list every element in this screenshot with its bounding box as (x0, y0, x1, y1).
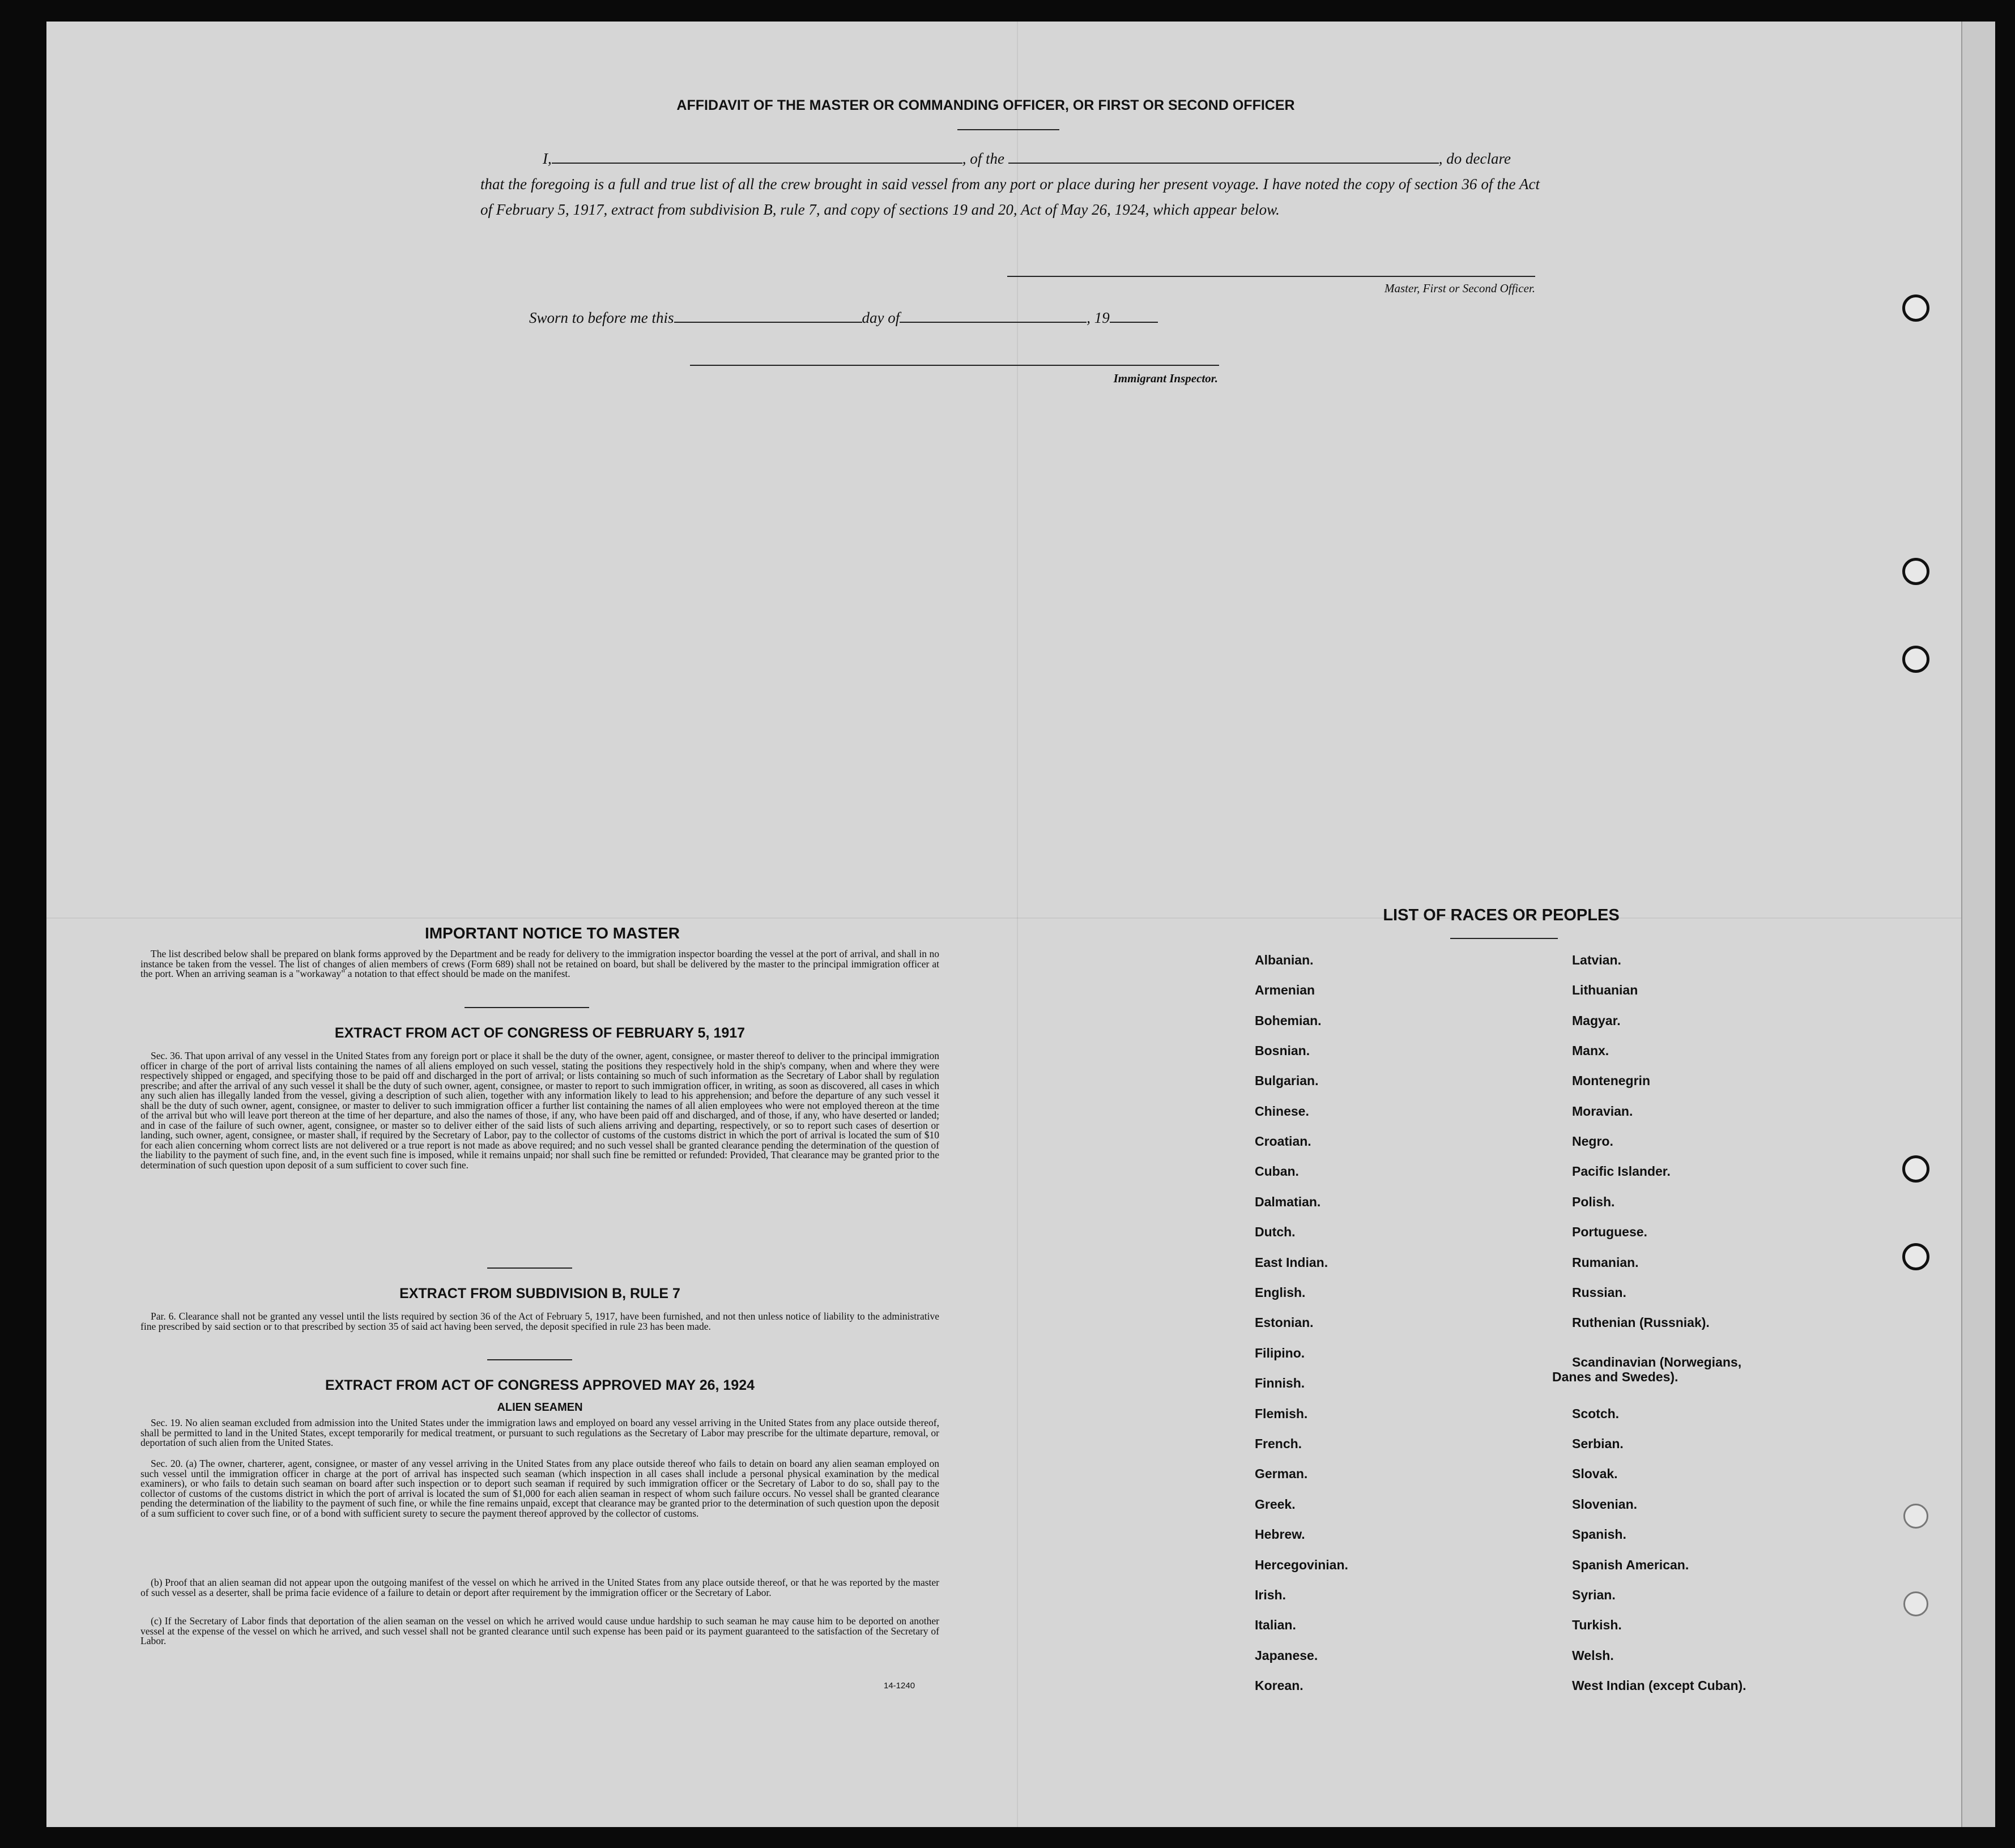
sworn-dayof-label: day of (862, 309, 900, 326)
binding-hole-icon (1902, 558, 1929, 585)
race-item: English. (1255, 1285, 1306, 1300)
sworn-year-label: , 19 (1087, 309, 1110, 326)
affidavit-line1-start: I, (543, 150, 552, 167)
race-item: Polish. (1572, 1194, 1615, 1209)
affidavit-line1-end: , do declare (1438, 150, 1511, 167)
affidavit-line1-mid: , of the (962, 150, 1004, 167)
alien-seamen-subtitle: ALIEN SEAMEN (497, 1401, 583, 1414)
race-item: West Indian (except Cuban). (1572, 1678, 1746, 1693)
affidavit-declaration: that the foregoing is a full and true list of all the crew brought in said vessel from any port or place during her present voyage. I have noted the copy of section 36 of the Act of February 5, 1917, extract from subdivision B, rule 7, and copy of sections 19 and 20, Act of May 26, 1924, which appear below. (480, 176, 1540, 218)
affidavit-title: AFFIDAVIT OF THE MASTER OR COMMANDING OFFICER, OR FIRST OR SECOND OFFICER (676, 97, 1295, 113)
race-item: Scandinavian (Norwegians, (1572, 1355, 1742, 1369)
affidavit-body (480, 146, 1540, 223)
title-rule (1450, 938, 1558, 939)
race-item: Dutch. (1255, 1224, 1296, 1239)
sworn-label: Sworn to before me this (529, 309, 674, 326)
race-item: Montenegrin (1572, 1073, 1650, 1088)
binding-hole-icon (1902, 1243, 1929, 1270)
race-item: Russian. (1572, 1285, 1626, 1300)
form-number: 14-1240 (884, 1681, 915, 1691)
race-item: Spanish American. (1572, 1557, 1689, 1572)
race-item: Welsh. (1572, 1648, 1614, 1663)
fold-line-vertical (1017, 22, 1018, 1827)
inspector-signature-field[interactable] (690, 365, 1219, 366)
race-item: Italian. (1255, 1617, 1296, 1632)
race-item: Moravian. (1572, 1104, 1633, 1119)
race-item: Estonian. (1255, 1315, 1314, 1330)
sec19-text: Sec. 19. No alien seaman excluded from admission into the United States under the immigration laws and employed on board any vessel arriving in the United States from any place outside thereof, shall be permitted to land in the United States, except temporarily for medical treatment, or pursuant to such regulations as the Secretary of Labor may prescribe for the ultimate departure, removal, or deportation of such alien from the United States. (140, 1417, 939, 1448)
master-signature-field[interactable] (1007, 276, 1535, 277)
race-item: Chinese. (1255, 1104, 1309, 1119)
sec20c-text: (c) If the Secretary of Labor finds that deportation of the alien seaman on the vessel on which he arrived would cause undue hardship to such seaman he may cause him to be deported on another vessel at the expense of the vessel on which he arrived, and such vessel shall not be granted clearance until such expense has been paid or its payment guaranteed to the satisfaction of the Secretary of Labor. (140, 1615, 939, 1646)
race-item: East Indian. (1255, 1255, 1328, 1270)
race-item: Armenian (1255, 983, 1315, 997)
master-signature-label: Master, First or Second Officer. (1384, 281, 1535, 295)
rule7-text: Par. 6. Clearance shall not be granted any vessel until the lists required by section 36 of the Act of February 5, 1917, have been furnished, and not then unless notice of liability to the administrative fine prescribed by said section or to that prescribed by section 35 of said act having been served, the deposit specified in rule 23 has been made. (140, 1311, 939, 1332)
race-item: Serbian. (1572, 1436, 1624, 1451)
race-item: Scotch. (1572, 1406, 1620, 1421)
races-list-title: LIST OF RACES OR PEOPLES (1383, 906, 1620, 924)
race-item: Flemish. (1255, 1406, 1308, 1421)
race-item: Lithuanian (1572, 983, 1638, 997)
section-rule (487, 1267, 572, 1269)
inspector-signature-label: Immigrant Inspector. (1113, 372, 1218, 385)
notice-title: IMPORTANT NOTICE TO MASTER (424, 924, 680, 942)
rule7-title: EXTRACT FROM SUBDIVISION B, RULE 7 (399, 1286, 680, 1301)
race-item: Filipino. (1255, 1346, 1305, 1360)
section-rule (465, 1007, 589, 1008)
race-item: Negro. (1572, 1134, 1613, 1149)
race-item: Rumanian. (1572, 1255, 1639, 1270)
race-item: Bohemian. (1255, 1013, 1322, 1028)
race-item: Greek. (1255, 1497, 1296, 1512)
binding-strip (1961, 22, 1995, 1827)
race-item: Dalmatian. (1255, 1194, 1321, 1209)
notice-text: The list described below shall be prepared on blank forms approved by the Department and be ready for delivery to the immigration inspector boarding the vessel at the port of arrival, and shall in no instance be taken from the vessel. The list of changes of alien members of crews (Form 689) shall not be retained on board, but shall be delivered by the master to the principal immigration officer at the port. When an arriving seaman is a "workaway" a notation to that effect should be made on the manifest. (140, 948, 939, 979)
extract-1917-text: Sec. 36. That upon arrival of any vessel in the United States from any foreign port or place it shall be the duty of the owner, agent, consignee, or master thereof to deliver to the principal immigration officer in charge of the port of arrival lists containing the names of all aliens employed on such vessel, stating the positions they respectively hold in the ship's company, when and where they were respectively shipped or engaged, and specifying those to be paid off and discharged in the port of arrival; or lists containing so much of such information as the Secretary of Labor shall by regulation prescribe; and after the arrival of any such vessel it shall be the duty of such owner, agent, consignee, or master to report to such immigration officer, in writing, as soon as discovered, all cases in which any such alien has illegally landed from the vessel, giving a description of such alien, together with any information likely to lead to his apprehension; and before the departure of any such vessel it shall be the duty of such owner, agent, consignee, or master to deliver to such immigration officer a further list containing the names of all alien employees who were not employed thereon at the time of the arrival but who will leave port thereon at the time of her departure, and also the names of those, if any, who have been paid off and discharged, and of those, if any, who have deserted or landed; and in case of the failure of such owner, agent, consignee, or master so to deliver either of the said lists of such aliens arriving and departing, respectively, or so to report such cases of desertion or landing, such owner, agent, consignee, or master shall, if required by the Secretary of Labor, pay to the collector of customs of the customs district in which the port of arrival is located the sum of $10 for each alien concerning whom correct lists are not delivered or a true report is not made as above required; and no such vessel shall be granted clearance pending the determination of the question of the liability to the payment of such fine, and, in the event such fine is imposed, while it remains unpaid; nor shall such fine be remitted or refunded: Provided, That clearance may be granted prior to the determination of such question upon deposit of a sum sufficient to cover such fine. (140, 1050, 939, 1171)
sworn-year-field[interactable] (1110, 308, 1158, 323)
race-item: Spanish. (1572, 1527, 1626, 1542)
title-rule (957, 129, 1059, 130)
sec20a-text: Sec. 20. (a) The owner, charterer, agent, consignee, or master of any vessel arriving in the United States from any place outside thereof who fails to detain on board any alien seaman employed on such vessel until the immigration officer in charge at the port of arrival has inspected such seaman (which inspection in all cases shall include a personal physical examination by the medical examiners), or who fails to detain such seaman on board after such inspection or to deport such seaman if required by such immigration officer or the Secretary of Labor to do so, shall pay to the collector of customs of the customs district in which the port of arrival is located the sum of $1,000 for each alien seaman in respect of whom such failure occurs. No vessel shall be granted clearance pending the determination of the liability to the payment of such fine, or while the fine remains unpaid, except that clearance may be granted prior to the determination of such question upon the deposit of a sum sufficient to cover such fine, or of a bond with sufficient surety to secure the payment thereof approved by the collector of customs. (140, 1458, 939, 1519)
race-item: French. (1255, 1436, 1302, 1451)
race-item: Bulgarian. (1255, 1073, 1319, 1088)
race-item: Bosnian. (1255, 1043, 1310, 1058)
binding-hole-icon (1903, 1591, 1928, 1616)
sec20b-text: (b) Proof that an alien seaman did not appear upon the outgoing manifest of the vessel on which he arrived in the United States from any place outside thereof, or that he was reported by the master of such vessel as a deserter, shall be prima facie evidence of a failure to detain or deport after requirement by the immigration officer or the Secretary of Labor. (140, 1577, 939, 1598)
race-item: Croatian. (1255, 1134, 1311, 1149)
binding-hole-icon (1902, 646, 1929, 673)
master-name-field[interactable] (552, 149, 962, 164)
race-item: Danes and Swedes). (1552, 1369, 1679, 1384)
race-item: Hebrew. (1255, 1527, 1305, 1542)
race-item: Hercegovinian. (1255, 1557, 1348, 1572)
race-item: Portuguese. (1572, 1224, 1647, 1239)
race-item: Slovak. (1572, 1466, 1618, 1481)
sworn-line (529, 308, 1266, 327)
race-item: Magyar. (1572, 1013, 1621, 1028)
race-item: Slovenian. (1572, 1497, 1638, 1512)
race-item: Ruthenian (Russniak). (1572, 1315, 1710, 1330)
vessel-name-field[interactable] (1008, 149, 1439, 164)
race-item: Latvian. (1572, 953, 1621, 967)
race-item: Irish. (1255, 1587, 1286, 1602)
sworn-day-field[interactable] (674, 308, 862, 323)
extract-1917-title: EXTRACT FROM ACT OF CONGRESS OF FEBRUARY 5, 1917 (334, 1025, 745, 1041)
race-item: Finnish. (1255, 1376, 1305, 1390)
binding-hole-icon (1902, 1155, 1929, 1183)
race-item: Turkish. (1572, 1617, 1622, 1632)
extract-1924-title: EXTRACT FROM ACT OF CONGRESS APPROVED MAY 26, 1924 (325, 1377, 755, 1393)
sworn-month-field[interactable] (900, 308, 1087, 323)
race-item: Korean. (1255, 1678, 1303, 1693)
race-item: Manx. (1572, 1043, 1609, 1058)
race-item: Japanese. (1255, 1648, 1318, 1663)
race-item: German. (1255, 1466, 1308, 1481)
race-item: Syrian. (1572, 1587, 1616, 1602)
race-item: Cuban. (1255, 1164, 1299, 1179)
race-item: Pacific Islander. (1572, 1164, 1671, 1179)
race-item: Albanian. (1255, 953, 1314, 967)
binding-hole-icon (1903, 1504, 1928, 1529)
binding-hole-icon (1902, 295, 1929, 322)
section-rule (487, 1359, 572, 1360)
